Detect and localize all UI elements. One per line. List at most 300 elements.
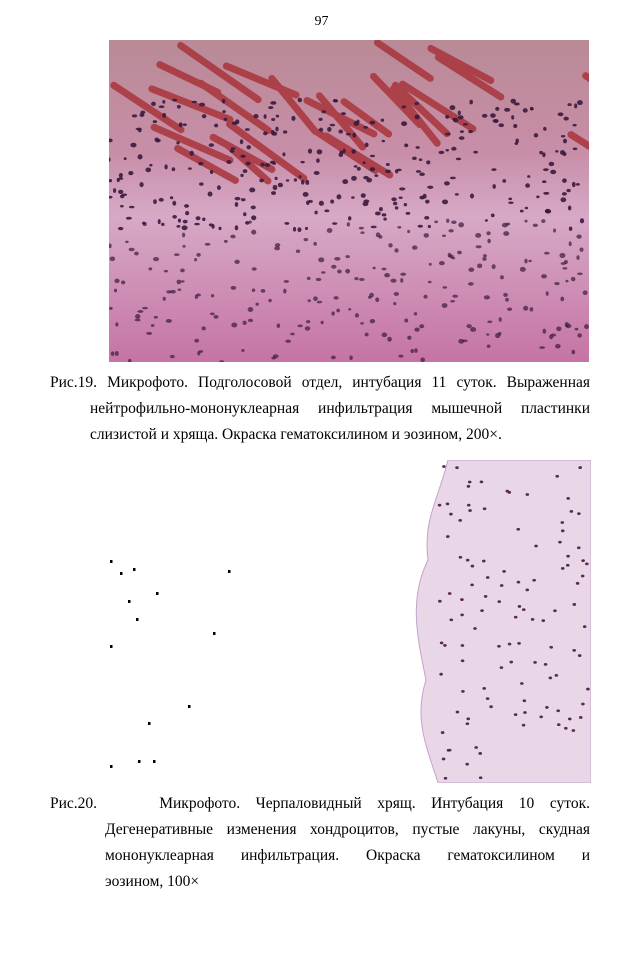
nucleus	[393, 302, 396, 305]
nucleus	[135, 319, 141, 322]
nucleus	[373, 267, 376, 270]
nucleus	[140, 113, 145, 117]
nucleus	[284, 280, 289, 283]
nucleus	[234, 260, 239, 264]
speck	[188, 705, 191, 708]
nucleus	[490, 113, 496, 118]
chondrocyte-nucleus	[446, 502, 450, 505]
nucleus	[455, 193, 459, 196]
nucleus	[442, 286, 447, 289]
figure-19-label: Рис.19.	[50, 374, 98, 391]
nucleus	[370, 319, 375, 323]
nucleus	[453, 118, 458, 123]
nucleus	[213, 315, 218, 319]
nucleus	[240, 155, 246, 158]
nucleus	[444, 181, 450, 185]
nucleus	[475, 233, 481, 238]
nucleus	[248, 307, 254, 312]
nucleus	[352, 133, 356, 138]
nucleus	[445, 149, 449, 151]
nucleus	[348, 308, 351, 310]
chondrocyte-nucleus	[461, 644, 465, 647]
chondrocyte-nucleus	[459, 556, 463, 559]
nucleus	[129, 206, 134, 209]
nucleus	[576, 255, 579, 260]
nucleus	[224, 118, 228, 121]
nucleus	[543, 127, 546, 131]
nucleus	[119, 173, 123, 178]
nucleus	[316, 158, 320, 162]
micrograph-figure-19	[109, 40, 589, 362]
nucleus	[268, 106, 273, 109]
caption-19-line-3: слизистой и хряща. Окраска гематоксилином и эозином, 200×.	[90, 426, 502, 443]
nucleus	[400, 273, 406, 276]
chondrocyte-nucleus	[545, 706, 549, 709]
nucleus	[136, 128, 142, 130]
nucleus	[549, 162, 555, 166]
chondrocyte-nucleus	[442, 465, 446, 468]
nucleus	[338, 130, 343, 134]
nucleus	[483, 254, 487, 257]
nucleus	[530, 107, 533, 110]
chondrocyte-nucleus	[479, 776, 483, 779]
nucleus	[397, 226, 401, 229]
nucleus	[468, 282, 474, 286]
nucleus	[126, 217, 132, 220]
nucleus	[394, 292, 399, 296]
nucleus	[338, 153, 343, 157]
page-number: 97	[314, 14, 329, 29]
nucleus	[485, 219, 488, 221]
nucleus	[451, 147, 456, 151]
nucleus	[274, 246, 280, 250]
chondrocyte-nucleus	[482, 560, 486, 563]
nucleus	[423, 194, 427, 199]
nucleus	[230, 235, 235, 239]
nucleus	[321, 321, 324, 324]
nucleus	[412, 245, 418, 249]
chondrocyte-nucleus	[560, 521, 564, 524]
nucleus	[363, 126, 368, 129]
nucleus	[270, 101, 276, 105]
nucleus	[324, 209, 329, 212]
nucleus	[354, 165, 358, 168]
nucleus	[341, 112, 346, 115]
nucleus	[305, 326, 311, 330]
nucleus	[241, 198, 246, 201]
nucleus	[503, 231, 509, 236]
chondrocyte-nucleus	[483, 507, 487, 510]
caption-19-line-1	[50, 370, 590, 396]
chondrocyte-nucleus	[573, 603, 577, 606]
speck	[213, 632, 216, 635]
nucleus	[446, 219, 449, 223]
chondrocyte-nucleus	[577, 512, 581, 515]
nucleus	[387, 337, 392, 342]
nucleus	[459, 136, 465, 140]
nucleus	[162, 113, 166, 118]
nucleus	[470, 194, 474, 199]
nucleus	[419, 158, 423, 161]
nucleus	[543, 192, 549, 195]
nucleus	[542, 180, 547, 183]
nucleus	[450, 300, 455, 302]
nucleus	[209, 223, 213, 226]
chondrocyte-nucleus	[523, 699, 527, 702]
nucleus	[394, 248, 398, 252]
nucleus	[240, 139, 244, 144]
nucleus	[562, 267, 567, 269]
nucleus	[428, 281, 432, 283]
nucleus	[414, 348, 417, 353]
caption-20-line-4: эозином, 100×	[105, 873, 200, 890]
nucleus	[351, 196, 355, 199]
chondrocyte-nucleus	[466, 717, 470, 720]
nucleus	[523, 108, 528, 113]
chondrocyte-nucleus	[581, 703, 585, 706]
chondrocyte-nucleus	[572, 649, 576, 652]
nucleus	[559, 253, 565, 258]
nucleus	[172, 201, 176, 206]
nucleus	[385, 169, 391, 173]
nucleus	[574, 103, 577, 108]
nucleus	[393, 202, 397, 206]
nucleus	[261, 289, 266, 293]
nucleus	[406, 212, 411, 215]
caption-20-line-3: мононуклеарная инфильтрация. Окраска гематоксилином и	[105, 847, 590, 864]
micrograph-20-image	[108, 460, 591, 783]
nucleus	[427, 186, 433, 189]
chondrocyte-nucleus	[438, 600, 442, 603]
nucleus	[231, 147, 236, 149]
chondrocyte-nucleus	[566, 555, 570, 558]
nucleus	[510, 99, 516, 104]
nucleus	[543, 168, 549, 171]
nucleus	[217, 185, 221, 190]
nucleus	[128, 171, 133, 175]
nucleus	[145, 167, 151, 172]
nucleus	[158, 219, 161, 224]
nucleus	[562, 178, 567, 183]
nucleus	[271, 191, 276, 195]
nucleus	[554, 282, 559, 285]
nucleus	[347, 222, 350, 226]
nucleus	[118, 190, 123, 194]
nucleus	[558, 112, 564, 116]
nucleus	[361, 193, 366, 198]
nucleus	[121, 280, 125, 284]
nucleus	[482, 257, 486, 261]
nucleus	[390, 279, 396, 283]
nucleus	[527, 175, 530, 178]
nucleus	[252, 288, 255, 292]
chondrocyte-nucleus	[443, 644, 447, 647]
nucleus	[388, 243, 392, 247]
nucleus	[170, 355, 175, 358]
nucleus	[502, 179, 506, 183]
chondrocyte-nucleus	[446, 535, 450, 538]
nucleus	[247, 145, 251, 149]
nucleus	[414, 115, 419, 120]
nucleus	[508, 201, 514, 204]
nucleus	[383, 217, 387, 220]
nucleus	[359, 278, 365, 281]
chondrocyte-nucleus	[456, 711, 460, 714]
nucleus	[294, 178, 297, 181]
nucleus	[399, 187, 405, 190]
chondrocyte-nucleus	[549, 646, 553, 649]
nucleus	[290, 333, 294, 336]
nucleus	[412, 157, 417, 160]
chondrocyte-nucleus	[586, 688, 590, 691]
nucleus	[382, 140, 385, 143]
nucleus	[442, 199, 448, 204]
nucleus	[273, 354, 279, 358]
chondrocyte-nucleus	[448, 749, 452, 752]
nucleus	[327, 127, 331, 132]
nucleus	[528, 260, 531, 262]
nucleus	[331, 265, 336, 269]
nucleus	[462, 339, 467, 342]
nucleus	[346, 133, 351, 136]
nucleus	[359, 227, 364, 230]
nucleus	[275, 177, 278, 180]
nucleus	[362, 202, 368, 206]
nucleus	[202, 114, 207, 118]
nucleus	[241, 349, 244, 352]
nucleus	[185, 211, 189, 215]
nucleus	[251, 206, 256, 210]
nucleus	[303, 192, 309, 197]
nucleus	[300, 161, 304, 163]
nucleus	[331, 356, 336, 360]
nucleus	[452, 295, 458, 298]
nucleus	[313, 242, 317, 246]
nucleus	[374, 174, 378, 177]
nucleus	[561, 135, 565, 137]
chondrocyte-nucleus	[557, 723, 561, 726]
nucleus	[551, 334, 556, 337]
nucleus	[494, 119, 497, 123]
nucleus	[456, 158, 461, 161]
nucleus	[299, 175, 302, 178]
nucleus	[491, 214, 495, 218]
nucleus	[399, 197, 403, 199]
nucleus	[115, 351, 119, 356]
nucleus	[210, 313, 215, 316]
chondrocyte-nucleus	[578, 654, 582, 657]
nucleus	[114, 289, 117, 293]
nucleus	[218, 227, 221, 231]
nucleus	[487, 320, 492, 323]
nucleus	[272, 132, 278, 136]
nucleus	[469, 100, 473, 105]
nucleus	[321, 271, 326, 273]
chondrocyte-nucleus	[577, 546, 581, 549]
nucleus	[151, 102, 156, 106]
nucleus	[511, 115, 514, 119]
nucleus	[420, 358, 425, 362]
chondrocyte-nucleus	[585, 562, 589, 565]
chondrocyte-nucleus	[534, 545, 538, 548]
nucleus	[125, 241, 129, 243]
nucleus	[576, 183, 580, 186]
nucleus	[416, 170, 421, 173]
nucleus	[407, 336, 411, 340]
nucleus	[166, 290, 171, 293]
nucleus	[153, 120, 157, 123]
nucleus	[567, 103, 571, 106]
nucleus	[414, 327, 419, 331]
nucleus	[134, 252, 139, 256]
nucleus	[520, 210, 524, 213]
caption-20-line-2: Дегенеративные изменения хондроцитов, пустые лакуны, скудная	[105, 821, 590, 838]
nucleus	[525, 183, 530, 188]
nucleus	[153, 257, 159, 261]
chondrocyte-nucleus	[506, 490, 510, 493]
nucleus	[445, 115, 449, 119]
nucleus	[283, 289, 286, 294]
nucleus	[164, 164, 167, 169]
nucleus	[470, 327, 476, 332]
nucleus	[560, 197, 566, 202]
chondrocyte-nucleus	[466, 722, 470, 725]
nucleus	[183, 220, 188, 224]
nucleus	[576, 235, 581, 239]
nucleus	[333, 99, 338, 102]
chondrocyte-nucleus	[566, 497, 570, 500]
nucleus	[365, 143, 369, 147]
nucleus	[276, 115, 279, 118]
nucleus	[308, 149, 312, 154]
nucleus	[466, 324, 471, 328]
chondrocyte-nucleus	[576, 582, 580, 585]
nucleus	[129, 248, 135, 251]
chondrocyte-nucleus	[500, 666, 504, 669]
nucleus	[525, 207, 529, 210]
chondrocyte-nucleus	[581, 575, 585, 578]
chondrocyte-nucleus	[486, 576, 490, 579]
nucleus	[176, 141, 179, 144]
nucleus	[530, 307, 534, 312]
speck	[138, 760, 141, 763]
nucleus	[513, 124, 517, 128]
nucleus	[365, 333, 369, 337]
nucleus	[208, 192, 213, 197]
nucleus	[118, 227, 124, 230]
chondrocyte-nucleus	[468, 509, 472, 512]
nucleus	[321, 110, 326, 113]
nucleus	[317, 301, 323, 304]
nucleus	[555, 344, 561, 349]
speck	[136, 618, 139, 621]
nucleus	[137, 310, 143, 313]
nucleus	[457, 251, 462, 255]
nucleus	[349, 356, 352, 361]
speck	[120, 572, 123, 575]
nucleus	[425, 200, 429, 204]
nucleus	[111, 351, 115, 356]
nucleus	[515, 138, 518, 143]
nucleus	[313, 296, 318, 301]
nucleus	[370, 167, 375, 171]
chondrocyte-nucleus	[541, 619, 545, 622]
chondrocyte-nucleus	[520, 682, 524, 685]
nucleus	[304, 238, 309, 241]
nucleus	[199, 182, 204, 185]
nucleus	[351, 149, 356, 154]
nucleus	[366, 178, 372, 183]
nucleus	[245, 221, 250, 225]
chondrocyte-nucleus	[497, 600, 501, 603]
nucleus	[121, 193, 127, 195]
chondrocyte-nucleus	[572, 729, 576, 732]
nucleus	[562, 192, 567, 196]
nucleus	[183, 123, 187, 126]
nucleus	[243, 321, 247, 325]
nucleus	[243, 169, 248, 173]
nucleus	[330, 124, 336, 127]
nucleus	[314, 211, 317, 215]
nucleus	[142, 222, 146, 225]
nucleus	[149, 164, 152, 167]
chondrocyte-nucleus	[502, 570, 506, 573]
nucleus	[170, 196, 173, 199]
nucleus	[235, 202, 239, 207]
nucleus	[345, 269, 350, 274]
chondrocyte-nucleus	[514, 713, 518, 716]
caption-figure-20	[50, 791, 590, 895]
chondrocyte-nucleus	[455, 466, 459, 469]
chondrocyte-nucleus	[444, 777, 448, 780]
nucleus	[192, 101, 198, 103]
nucleus	[362, 161, 365, 164]
nucleus	[139, 182, 143, 187]
nucleus	[473, 151, 478, 154]
nucleus	[148, 267, 152, 270]
nucleus	[370, 121, 376, 125]
nucleus	[524, 220, 527, 223]
nucleus	[544, 252, 550, 255]
nucleus	[159, 105, 165, 108]
chondrocyte-nucleus	[568, 718, 572, 721]
nucleus	[179, 123, 182, 125]
nucleus	[486, 333, 489, 335]
nucleus	[260, 163, 264, 167]
nucleus	[146, 332, 152, 335]
speck	[128, 600, 131, 603]
nucleus	[275, 127, 278, 132]
nucleus	[563, 139, 567, 144]
nucleus	[164, 270, 168, 273]
chondrocyte-nucleus	[473, 627, 477, 630]
nucleus	[468, 267, 474, 271]
nucleus	[194, 223, 200, 226]
nucleus	[177, 105, 181, 109]
caption-19-line-2: нейтрофильно-мононуклеарная инфильтрация мышечной пластинки	[90, 400, 590, 417]
nucleus	[476, 245, 482, 248]
nucleus	[404, 318, 408, 322]
nucleus	[132, 114, 137, 117]
nucleus	[231, 322, 237, 327]
nucleus	[337, 194, 342, 199]
nucleus	[110, 256, 116, 261]
nucleus	[382, 333, 388, 338]
chondrocyte-nucleus	[581, 559, 585, 562]
caption-20-line-1	[50, 791, 590, 817]
nucleus	[162, 100, 165, 104]
nucleus	[196, 216, 201, 220]
